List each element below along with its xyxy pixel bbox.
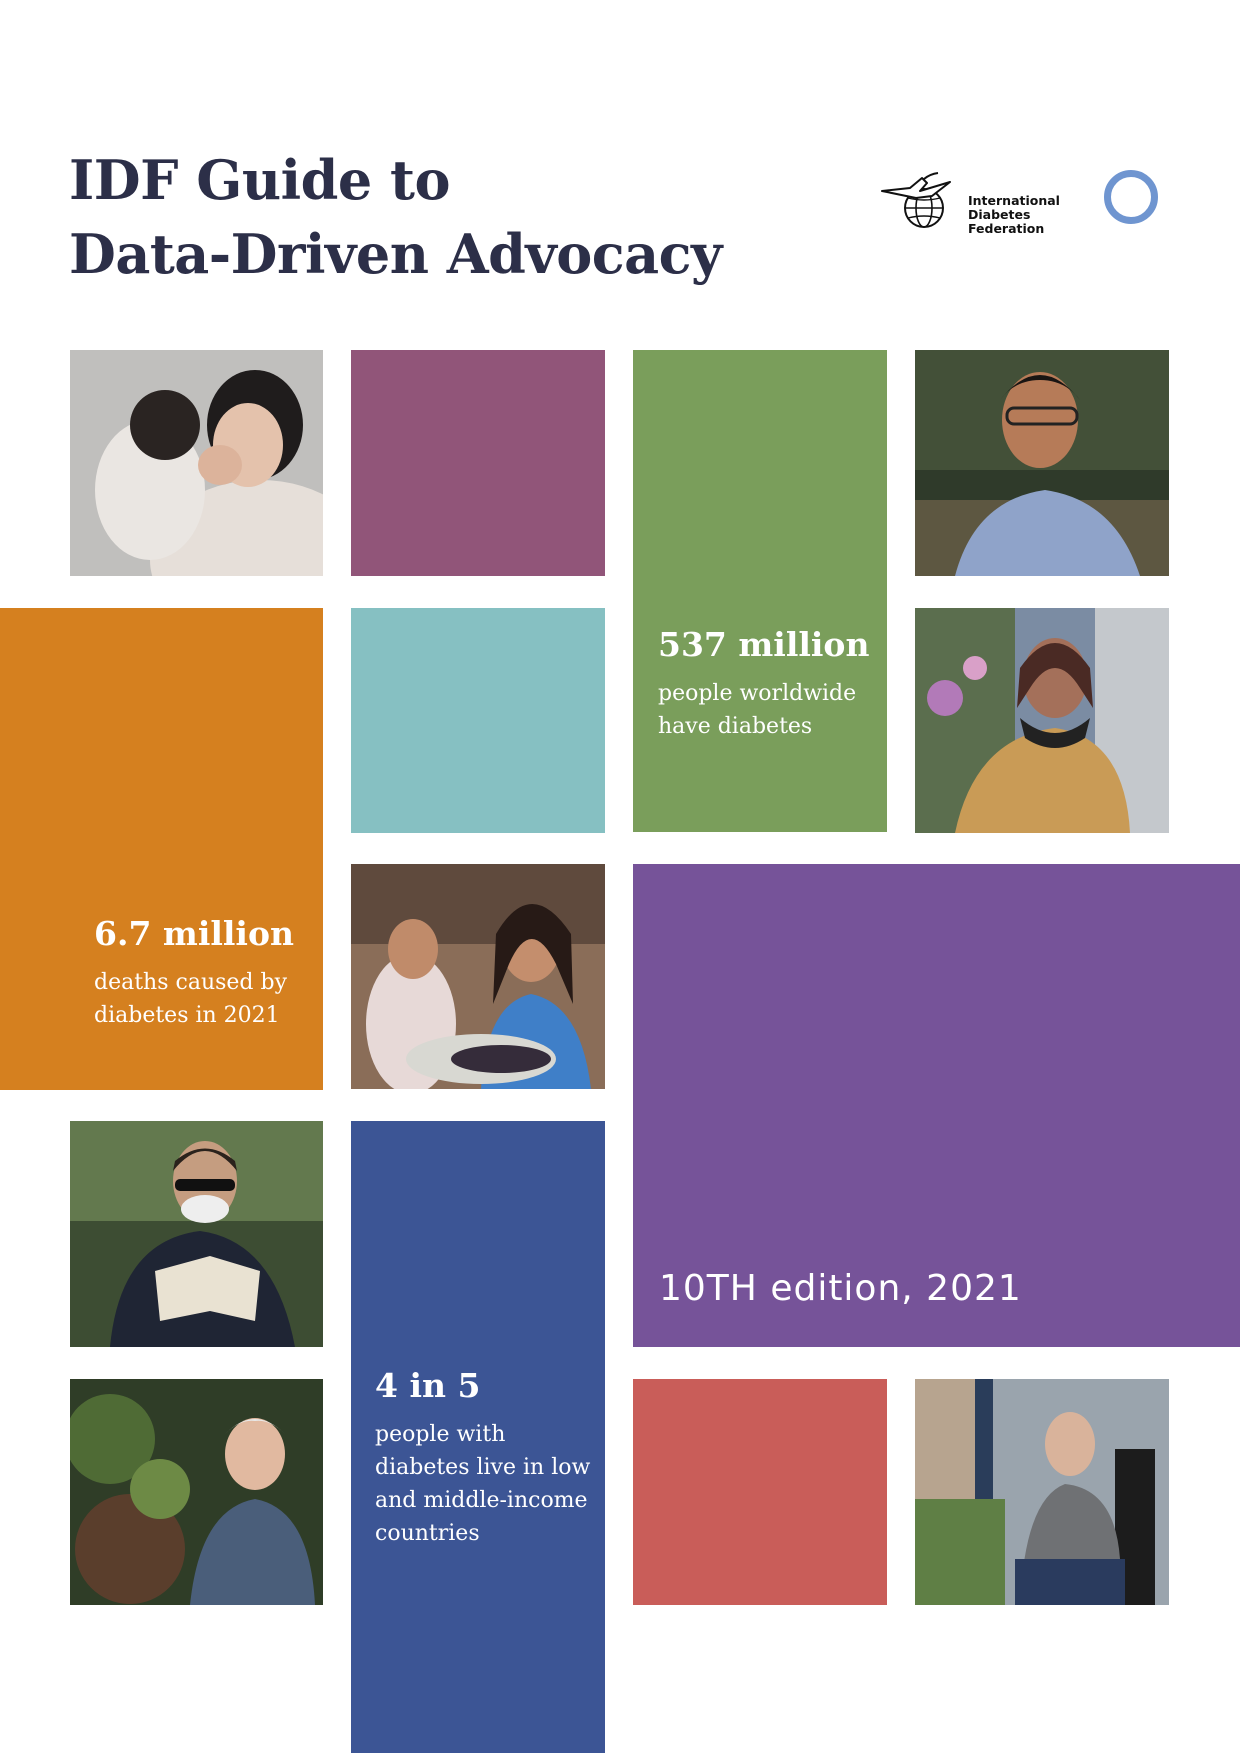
blue-circle-icon bbox=[1104, 170, 1158, 224]
stat-worldwide-text: people worldwide have diabetes bbox=[658, 681, 857, 739]
stat-low-income-figure: 4 in 5 bbox=[375, 1366, 481, 1405]
stat-worldwide-block bbox=[633, 350, 887, 832]
title-line-2: Data-Driven Advocacy bbox=[69, 222, 722, 286]
photo-masked-man-reading bbox=[70, 1121, 323, 1347]
stat-deaths-block bbox=[0, 608, 323, 1090]
stat-worldwide-figure: 537 million bbox=[658, 625, 870, 664]
photo-mother-and-child bbox=[70, 350, 323, 576]
logo-line-3: Federation bbox=[968, 221, 1045, 236]
title-line-1: IDF Guide to bbox=[69, 148, 450, 212]
stat-deaths-figure: 6.7 million bbox=[94, 914, 294, 953]
red-color-block bbox=[633, 1379, 887, 1605]
stat-deaths-text: deaths caused by diabetes in 2021 bbox=[94, 970, 288, 1028]
hummingbird-globe-icon bbox=[880, 168, 960, 240]
teal-color-block bbox=[351, 608, 605, 833]
edition-label: 10TH edition, 2021 bbox=[659, 1268, 1022, 1309]
edition-block bbox=[633, 864, 1240, 1347]
page-title bbox=[69, 143, 722, 291]
photo-smiling-man-glasses bbox=[915, 350, 1169, 576]
logo-line-2: Diabetes bbox=[968, 207, 1031, 222]
photo-woman-with-scarf bbox=[915, 608, 1169, 833]
logo-line-1: International bbox=[968, 193, 1060, 208]
stat-low-income-block bbox=[351, 1121, 605, 1753]
photo-man-on-rocking-chair bbox=[915, 1379, 1169, 1605]
stat-low-income-text: people with diabetes live in low and middle-income countries bbox=[375, 1422, 591, 1546]
logo-wordmark bbox=[968, 194, 1060, 236]
photo-girls-with-vegetables bbox=[351, 864, 605, 1089]
plum-color-block bbox=[351, 350, 605, 576]
idf-logo bbox=[880, 168, 1060, 240]
photo-man-gardening bbox=[70, 1379, 323, 1605]
